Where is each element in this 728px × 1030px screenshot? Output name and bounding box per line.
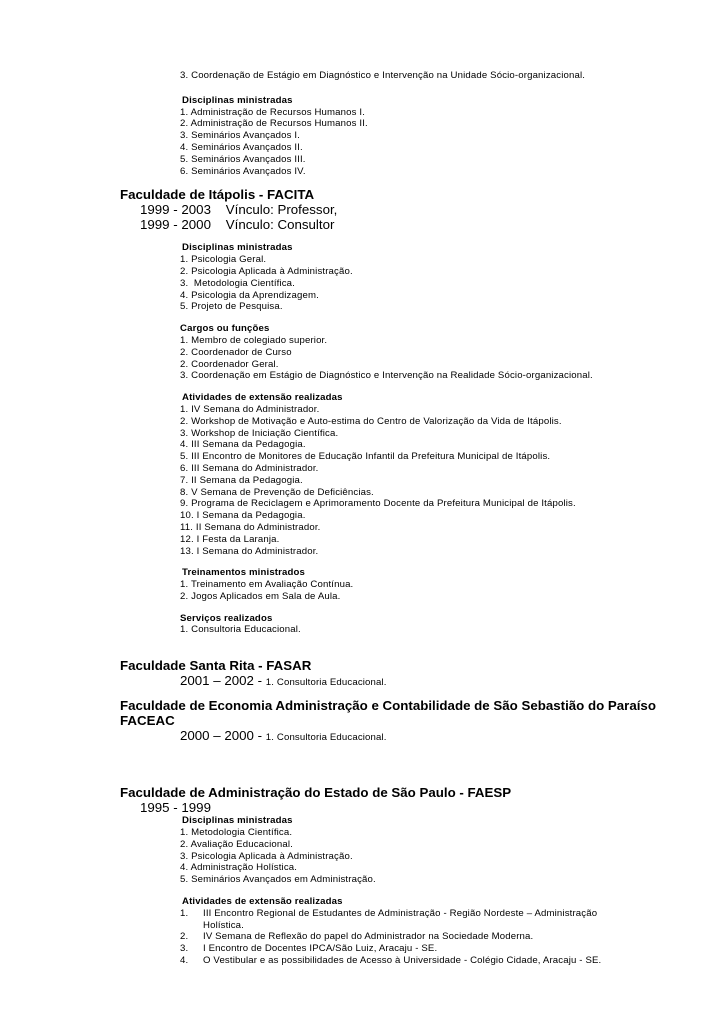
section-heading: Disciplinas ministradas bbox=[182, 94, 293, 106]
list-item bbox=[180, 955, 728, 967]
period-line: 1995 - 1999 bbox=[140, 800, 211, 816]
list-item: 6. Seminários Avançados IV. bbox=[180, 165, 306, 177]
institution-name: Faculdade Santa Rita - FASAR bbox=[120, 658, 312, 674]
numbered-list bbox=[180, 908, 728, 967]
list-item: 2. Coordenador de Curso bbox=[180, 346, 292, 358]
list-item: 5. Seminários Avançados III. bbox=[180, 153, 306, 165]
list-item: 7. II Semana da Pedagogia. bbox=[180, 474, 303, 486]
list-item: 4. Psicologia da Aprendizagem. bbox=[180, 289, 319, 301]
list-item: 11. II Semana do Administrador. bbox=[180, 521, 321, 533]
period-line: 1999 - 2003 Vínculo: Professor, bbox=[140, 202, 338, 218]
institution-name: Faculdade de Itápolis - FACITA bbox=[120, 187, 315, 203]
list-text: IV Semana de Reflexão do papel do Administrador na Sociedade Moderna. bbox=[203, 931, 534, 943]
list-item: 5. Projeto de Pesquisa. bbox=[180, 301, 283, 313]
list-item: 2. Jogos Aplicados em Sala de Aula. bbox=[180, 590, 341, 602]
list-item: 4. III Semana da Pedagogia. bbox=[180, 439, 306, 451]
list-item: 12. I Festa da Laranja. bbox=[180, 533, 280, 545]
list-item: 8. V Semana de Prevenção de Deficiências. bbox=[180, 486, 374, 498]
list-item: 4. Administração Holística. bbox=[180, 862, 298, 874]
list-item: 3. Metodologia Científica. bbox=[180, 277, 295, 289]
list-item: 1. IV Semana do Administrador. bbox=[180, 403, 320, 415]
institution-name: FACEAC bbox=[120, 713, 175, 729]
list-item: 2. Administração de Recursos Humanos II. bbox=[180, 118, 368, 130]
list-item: 2. Workshop de Motivação e Auto-estima do Centro de Valorização da Vida de Itápolis. bbox=[180, 415, 562, 427]
list-item bbox=[180, 931, 728, 943]
list-text: I Encontro de Docentes IPCA/São Luiz, Aracaju - SE. bbox=[203, 943, 438, 955]
list-item: 5. Seminários Avançados em Administração. bbox=[180, 874, 376, 886]
section-heading: Cargos ou funções bbox=[180, 323, 270, 335]
period-detail: 1. Consultoria Educacional. bbox=[265, 677, 387, 689]
list-text: III Encontro Regional de Estudantes de Administração - Região Nordeste – Administração Holística. bbox=[203, 907, 598, 931]
institution-name: Faculdade de Economia Administração e Contabilidade de São Sebastião do Paraíso bbox=[120, 698, 656, 714]
section-heading: Serviços realizados bbox=[180, 612, 273, 624]
list-item: 2. Avaliação Educacional. bbox=[180, 838, 293, 850]
list-number: 4. bbox=[180, 955, 189, 967]
section-heading: Disciplinas ministradas bbox=[182, 815, 293, 827]
list-item bbox=[180, 908, 728, 932]
period-line bbox=[180, 673, 728, 690]
list-item: 3. Coordenação de Estágio em Diagnóstico e Intervenção na Unidade Sócio-organizacional. bbox=[180, 70, 586, 81]
list-item: 1. Metodologia Científica. bbox=[180, 827, 293, 839]
list-number: 2. bbox=[180, 931, 189, 943]
section-heading: Atividades de extensão realizadas bbox=[182, 896, 343, 908]
list-item: 3. Workshop de Iniciação Científica. bbox=[180, 427, 339, 439]
period-line: 1999 - 2000 Vínculo: Consultor bbox=[140, 217, 335, 233]
list-item: 6. III Semana do Administrador. bbox=[180, 462, 319, 474]
section-heading: Treinamentos ministrados bbox=[182, 567, 306, 579]
list-item: 5. III Encontro de Monitores de Educação Infantil da Prefeitura Municipal de Itápolis. bbox=[180, 451, 551, 463]
list-item: 2. Psicologia Aplicada à Administração. bbox=[180, 265, 353, 277]
list-item: 3. Seminários Avançados I. bbox=[180, 130, 300, 142]
list-item: 9. Programa de Reciclagem e Aprimoramento Docente da Prefeitura Municipal de Itápolis. bbox=[180, 498, 576, 510]
list-item: 1. Consultoria Educacional. bbox=[180, 624, 301, 636]
list-item: 3. Psicologia Aplicada à Administração. bbox=[180, 850, 353, 862]
list-text: O Vestibular e as possibilidades de Acesso à Universidade - Colégio Cidade, Aracaju - SE. bbox=[203, 955, 602, 967]
list-item: 2. Coordenador Geral. bbox=[180, 358, 279, 370]
list-item: 4. Seminários Avançados II. bbox=[180, 141, 303, 153]
list-item: 1. Membro de colegiado superior. bbox=[180, 334, 328, 346]
section-heading: Atividades de extensão realizadas bbox=[182, 392, 343, 404]
period-years: 2000 – 2000 - bbox=[180, 728, 266, 744]
list-item: 1. Treinamento em Avaliação Contínua. bbox=[180, 579, 354, 591]
list-item: 1. Administração de Recursos Humanos I. bbox=[180, 106, 366, 118]
list-number: 1. bbox=[180, 907, 189, 919]
list-item: 1. Psicologia Geral. bbox=[180, 254, 267, 266]
list-item: 13. I Semana do Administrador. bbox=[180, 545, 319, 557]
period-line bbox=[180, 728, 728, 745]
institution-name: Faculdade de Administração do Estado de São Paulo - FAESP bbox=[120, 785, 512, 801]
period-detail: 1. Consultoria Educacional. bbox=[265, 732, 387, 744]
list-item: 10. I Semana da Pedagogia. bbox=[180, 510, 306, 522]
list-item: 3. Coordenação em Estágio de Diagnóstico e Intervenção na Realidade Sócio-organizacional. bbox=[180, 370, 593, 382]
list-item bbox=[180, 943, 728, 955]
section-heading: Disciplinas ministradas bbox=[182, 242, 293, 254]
list-number: 3. bbox=[180, 943, 189, 955]
period-years: 2001 – 2002 - bbox=[180, 673, 266, 689]
